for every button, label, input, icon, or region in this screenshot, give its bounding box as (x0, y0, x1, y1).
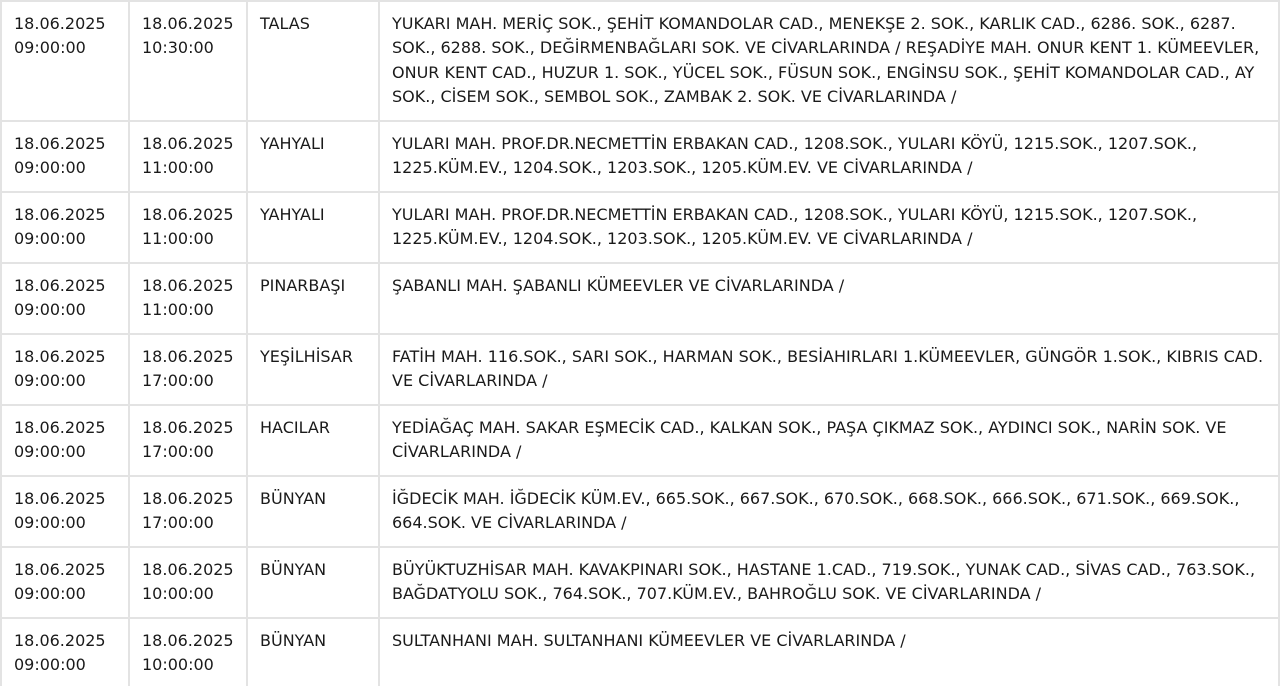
start-time: 09:00:00 (14, 300, 86, 320)
start-time: 09:00:00 (14, 158, 86, 178)
end-date: 18.06.2025 (142, 489, 234, 508)
start-cell (0, 406, 130, 477)
end-time: 17:00:00 (142, 371, 214, 391)
affected-areas-cell: YUKARI MAH. MERİÇ SOK., ŞEHİT KOMANDOLAR CAD., MENEKŞE 2. SOK., KARLIK CAD., 6286. SOK., 6287. SOK., 6288. SOK., DEĞİRMENBAĞLARI SOK. VE CİVARLARINDA / REŞADİYE MAH. ONUR KENT 1. KÜMEEVLER, ONUR KENT CAD., HUZUR 1. SOK., YÜCEL SOK., FÜSUN SOK., ENGİNSU SOK., ŞEHİT KOMANDOLAR CAD., AY SOK., CİSEM SOK., SEMBOL SOK., ZAMBAK 2. SOK. VE CİVARLARINDA / (380, 0, 1280, 122)
start-cell (0, 122, 130, 193)
district-cell: YEŞİLHİSAR (248, 335, 380, 406)
end-date: 18.06.2025 (142, 14, 234, 33)
table-row (0, 477, 1280, 548)
end-cell (130, 264, 248, 335)
end-date: 18.06.2025 (142, 205, 234, 224)
start-date: 18.06.2025 (14, 276, 106, 295)
affected-areas-cell: YULARI MAH. PROF.DR.NECMETTİN ERBAKAN CAD., 1208.SOK., YULARI KÖYÜ, 1215.SOK., 1207.SOK., 1225.KÜM.EV., 1204.SOK., 1203.SOK., 1205.KÜM.EV. VE CİVARLARINDA / (380, 193, 1280, 264)
start-date: 18.06.2025 (14, 489, 106, 508)
start-date: 18.06.2025 (14, 205, 106, 224)
end-cell (130, 619, 248, 686)
affected-areas-cell: İĞDECİK MAH. İĞDECİK KÜM.EV., 665.SOK., 667.SOK., 670.SOK., 668.SOK., 666.SOK., 671.SOK., 669.SOK., 664.SOK. VE CİVARLARINDA / (380, 477, 1280, 548)
start-date: 18.06.2025 (14, 631, 106, 650)
end-cell (130, 548, 248, 619)
end-time: 10:00:00 (142, 584, 214, 604)
affected-areas-cell: YULARI MAH. PROF.DR.NECMETTİN ERBAKAN CAD., 1208.SOK., YULARI KÖYÜ, 1215.SOK., 1207.SOK., 1225.KÜM.EV., 1204.SOK., 1203.SOK., 1205.KÜM.EV. VE CİVARLARINDA / (380, 122, 1280, 193)
end-cell (130, 477, 248, 548)
table-row (0, 122, 1280, 193)
start-date: 18.06.2025 (14, 14, 106, 33)
start-cell (0, 548, 130, 619)
end-date: 18.06.2025 (142, 347, 234, 366)
table-row (0, 548, 1280, 619)
end-time: 11:00:00 (142, 300, 214, 320)
start-cell (0, 0, 130, 122)
end-cell (130, 0, 248, 122)
start-cell (0, 193, 130, 264)
start-date: 18.06.2025 (14, 560, 106, 579)
table-row (0, 335, 1280, 406)
end-date: 18.06.2025 (142, 418, 234, 437)
start-date: 18.06.2025 (14, 134, 106, 153)
start-time: 09:00:00 (14, 38, 86, 58)
district-cell: BÜNYAN (248, 619, 380, 686)
end-time: 17:00:00 (142, 513, 214, 533)
affected-areas-cell: BÜYÜKTUZHİSAR MAH. KAVAKPINARI SOK., HASTANE 1.CAD., 719.SOK., YUNAK CAD., SİVAS CAD., 763.SOK., BAĞDATYOLU SOK., 764.SOK., 707.KÜM.EV., BAHROĞLU SOK. VE CİVARLARINDA / (380, 548, 1280, 619)
district-cell: YAHYALI (248, 193, 380, 264)
table-row (0, 619, 1280, 686)
district-cell: PINARBAŞI (248, 264, 380, 335)
start-time: 09:00:00 (14, 371, 86, 391)
table-row (0, 264, 1280, 335)
end-cell (130, 193, 248, 264)
table-row (0, 0, 1280, 122)
start-time: 09:00:00 (14, 584, 86, 604)
end-time: 10:00:00 (142, 655, 214, 675)
affected-areas-cell: ŞABANLI MAH. ŞABANLI KÜMEEVLER VE CİVARLARINDA / (380, 264, 1280, 335)
table-row (0, 193, 1280, 264)
start-cell (0, 335, 130, 406)
affected-areas-cell: YEDİAĞAÇ MAH. SAKAR EŞMECİK CAD., KALKAN SOK., PAŞA ÇIKMAZ SOK., AYDINCI SOK., NARİN SOK. VE CİVARLARINDA / (380, 406, 1280, 477)
district-cell: YAHYALI (248, 122, 380, 193)
district-cell: HACILAR (248, 406, 380, 477)
start-time: 09:00:00 (14, 513, 86, 533)
end-date: 18.06.2025 (142, 276, 234, 295)
end-cell (130, 406, 248, 477)
start-cell (0, 264, 130, 335)
end-date: 18.06.2025 (142, 560, 234, 579)
end-cell (130, 335, 248, 406)
district-cell: BÜNYAN (248, 477, 380, 548)
end-time: 17:00:00 (142, 442, 214, 462)
start-cell (0, 477, 130, 548)
affected-areas-cell: FATİH MAH. 116.SOK., SARI SOK., HARMAN SOK., BESİAHIRLARI 1.KÜMEEVLER, GÜNGÖR 1.SOK., KIBRIS CAD. VE CİVARLARINDA / (380, 335, 1280, 406)
start-date: 18.06.2025 (14, 347, 106, 366)
start-time: 09:00:00 (14, 229, 86, 249)
start-time: 09:00:00 (14, 655, 86, 675)
end-time: 10:30:00 (142, 38, 214, 58)
start-cell (0, 619, 130, 686)
end-time: 11:00:00 (142, 229, 214, 249)
end-time: 11:00:00 (142, 158, 214, 178)
end-date: 18.06.2025 (142, 134, 234, 153)
affected-areas-cell: SULTANHANI MAH. SULTANHANI KÜMEEVLER VE CİVARLARINDA / (380, 619, 1280, 686)
district-cell: BÜNYAN (248, 548, 380, 619)
end-date: 18.06.2025 (142, 631, 234, 650)
start-date: 18.06.2025 (14, 418, 106, 437)
table-row (0, 406, 1280, 477)
district-cell: TALAS (248, 0, 380, 122)
start-time: 09:00:00 (14, 442, 86, 462)
end-cell (130, 122, 248, 193)
